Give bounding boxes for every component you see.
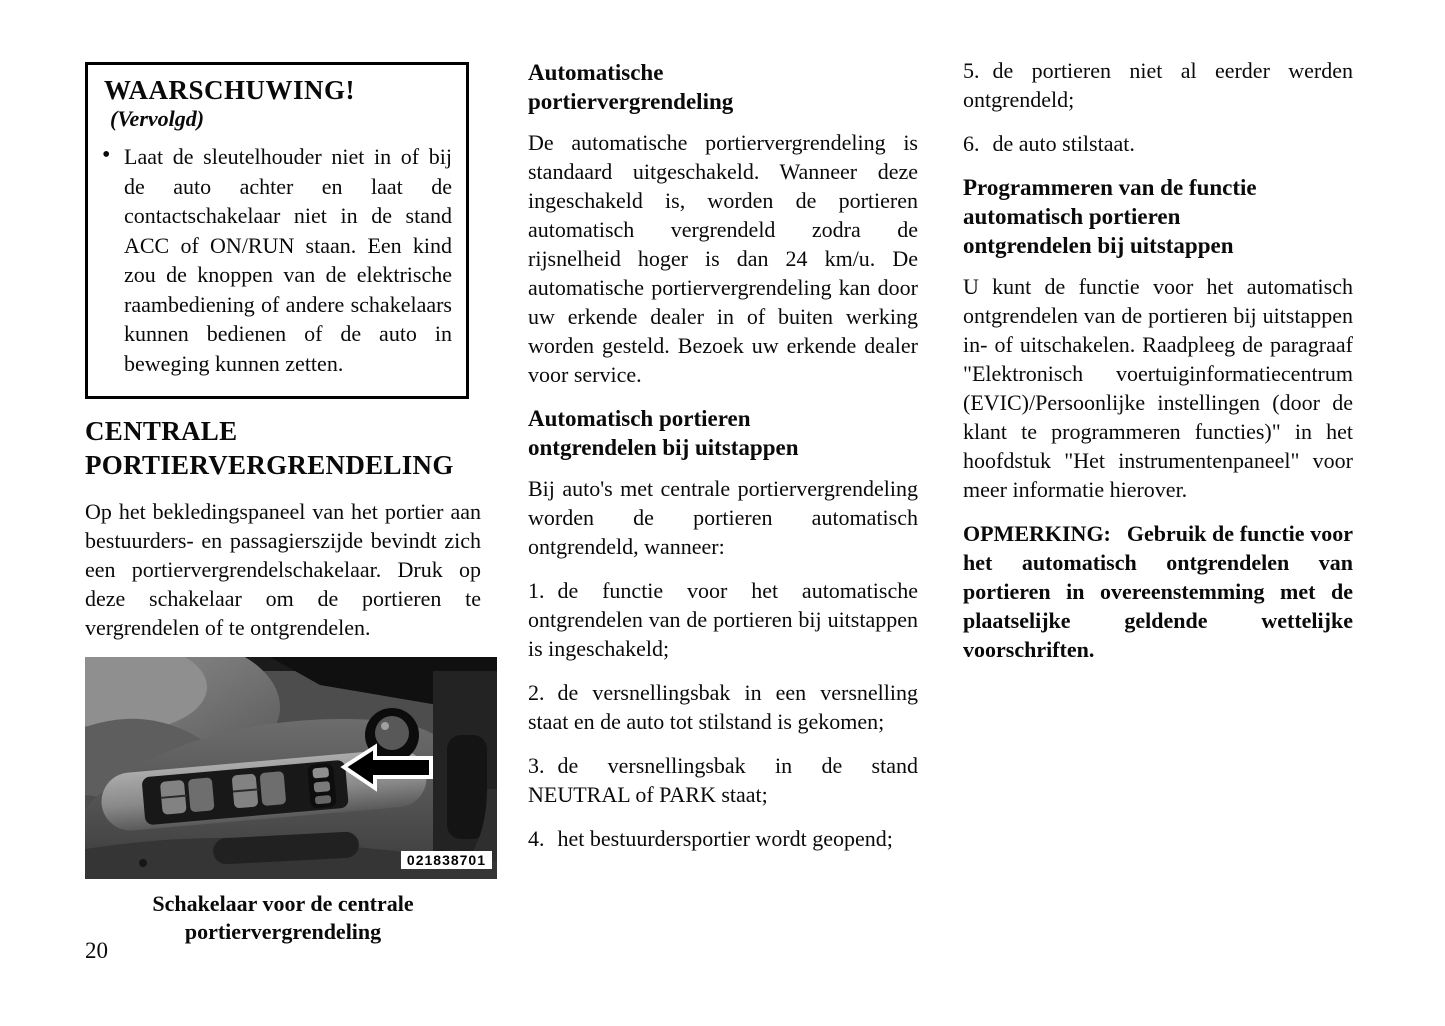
- warning-title-continued: (Vervolgd): [110, 106, 205, 131]
- window-switch: [260, 771, 287, 806]
- list-item-1: [528, 576, 918, 663]
- warning-title: [104, 75, 452, 132]
- figure-door-panel: [85, 657, 497, 879]
- list-item-4: [528, 824, 918, 853]
- figure-code-label: 021838701: [401, 851, 492, 869]
- figure-caption: Schakelaar voor de centrale portiervergrendeling: [152, 891, 414, 944]
- warning-bullet-item: [102, 142, 452, 378]
- column-middle: [528, 56, 918, 868]
- mirror-knob-highlight: [381, 722, 389, 730]
- list-item-number: 2.: [528, 680, 545, 705]
- list-item-3: [528, 751, 918, 809]
- note-text: Gebruik de functie voor het automatisch ontgrendelen van portieren in overeenstemming met de plaatselijke geldende wettelijke voorschriften.: [963, 521, 1353, 662]
- list-item-text: de versnellingsbak in de stand NEUTRAL of PARK staat;: [528, 753, 918, 807]
- lock-switch-button: [315, 795, 332, 804]
- paragraph-auto-unlock-intro: Bij auto's met centrale portiervergrendeling worden de portieren automatisch ontgrendeld, wanneer:: [528, 476, 918, 559]
- list-item-number: 3.: [528, 753, 545, 778]
- list-item-number: 4.: [528, 826, 545, 851]
- subheading-program-auto-unlock: Programmeren van de functie automatisch portieren ontgrendelen bij uitstappen: [963, 175, 1257, 258]
- list-item-5: [963, 56, 1353, 114]
- list-item-text: het bestuurdersportier wordt geopend;: [557, 826, 893, 851]
- lock-switch-button: [314, 781, 331, 792]
- list-item-number: 1.: [528, 578, 545, 603]
- note-paragraph: [963, 519, 1353, 664]
- section-heading-central-locking: CENTRALE PORTIERVERGRENDELING: [85, 416, 454, 480]
- warning-title-text: WAARSCHUWING!: [104, 75, 356, 105]
- list-item-text: de auto stilstaat.: [992, 131, 1135, 156]
- door-panel-illustration: [85, 657, 497, 879]
- subheading-auto-unlock-exit: Automatisch portieren ontgrendelen bij uitstappen: [528, 406, 799, 460]
- note-label: OPMERKING:: [963, 521, 1111, 546]
- window-switch: [188, 777, 215, 812]
- column-left: [85, 62, 486, 946]
- warning-box: [85, 62, 469, 399]
- warning-text: Laat de sleutelhouder niet in of bij de auto achter en laat de contactschakelaar niet in de stand ACC of ON/RUN staan. Een kind zou de knoppen van de elektrische raambediening of andere schakelaars kunnen bedienen of de auto in beweging kunnen zetten.: [124, 144, 452, 376]
- list-item-text: de functie voor het automatische ontgrendelen van de portieren bij uitstappen is ingeschakeld;: [528, 578, 918, 661]
- list-item-2: [528, 678, 918, 736]
- list-item-text: de portieren niet al eerder werden ontgrendeld;: [963, 58, 1353, 112]
- list-item-6: [963, 129, 1353, 158]
- panel-fastener: [139, 859, 147, 867]
- paragraph-auto-door-locking: De automatische portiervergrendeling is standaard uitgeschakeld. Wanneer deze ingeschakeld is, worden de portieren automatisch vergrendeld zodra de rijsnelheid hoger is dan 24 km/u. De automatische portiervergrendeling kan door uw erkende dealer in of buiten werking worden gesteld. Bezoek uw erkende dealer voor service.: [528, 130, 918, 387]
- paragraph-central-locking: Op het bekledingspaneel van het portier aan bestuurders- en passagierszijde bevindt zich een portiervergrendelschakelaar. Druk op deze schakelaar om de portieren te vergrendelen of te ontgrendelen.: [85, 499, 481, 640]
- page-number: 20: [85, 938, 108, 963]
- bullet-icon: •: [102, 142, 111, 168]
- lock-switch-button: [312, 767, 329, 778]
- paragraph-program-auto-unlock: U kunt de functie voor het automatisch ontgrendelen van de portieren bij uitstappen in- of uitschakelen. Raadpleeg de paragraaf "Elektronisch voertuiginformatiecentrum (EVIC)/Persoonlijke instellingen (door de klant te programmeren functies)" in het hoofdstuk "Het instrumentenpaneel" voor meer informatie hierover.: [963, 274, 1353, 502]
- speaker-grille: [447, 735, 487, 839]
- list-item-number: 5.: [963, 58, 980, 83]
- column-right: [963, 56, 1353, 679]
- subheading-auto-door-locking: Automatische portiervergrendeling: [528, 60, 734, 114]
- list-item-number: 6.: [963, 131, 980, 156]
- mirror-knob-center: [375, 716, 409, 750]
- list-item-text: de versnellingsbak in een versnelling staat en de auto tot stilstand is gekomen;: [528, 680, 918, 734]
